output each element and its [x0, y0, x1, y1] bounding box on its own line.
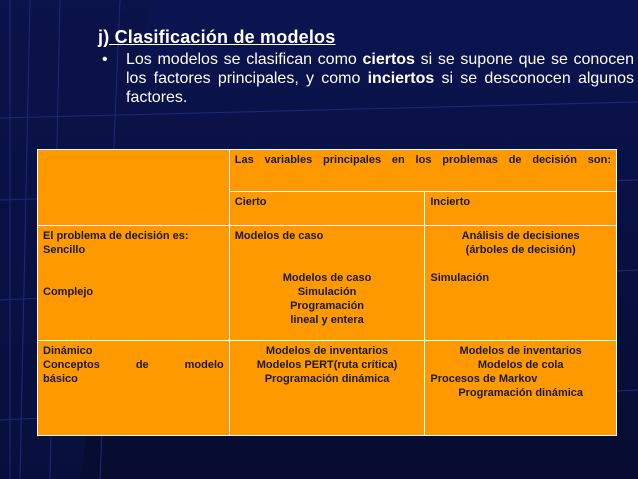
problem-label: El problema de decisión es:: [43, 230, 189, 242]
cierto-dinamico-line: Programación dinámica: [264, 373, 390, 385]
cierto-complejo-line: lineal y entera: [290, 314, 364, 326]
incierto-dinamico-line: Modelos de inventarios: [459, 345, 582, 357]
basico-label: básico: [43, 373, 78, 385]
table-row-dinamico: [38, 341, 617, 436]
problem-label-cell: [38, 226, 230, 341]
incierto-sencillo-line: Análisis de decisiones: [461, 230, 580, 242]
incierto-dinamico-line: Programación dinámica: [458, 387, 584, 399]
conceptos-word: modelo: [184, 359, 224, 371]
cierto-problem-cell: [229, 226, 425, 341]
bullet-part2: si se supone que se conocen los factores principales, y como: [126, 51, 635, 87]
bullet-part1: Los modelos se clasifican como: [126, 51, 363, 68]
cierto-complejo-line: Simulación: [297, 286, 357, 298]
cierto-sencillo-text: Modelos de caso: [234, 230, 324, 242]
slide-title: j) Clasificación de modelos: [98, 27, 336, 47]
cierto-dinamico-line: Modelos PERT(ruta crítica): [256, 359, 398, 371]
conceptos-word: Conceptos: [43, 359, 100, 371]
incierto-problem-cell: [425, 226, 617, 341]
bullet-point: [102, 50, 634, 107]
table-row-problem: [38, 226, 617, 341]
conceptos-line: [43, 358, 224, 372]
bullet-bold-ciertos: ciertos: [362, 51, 415, 68]
classification-table: [37, 149, 617, 436]
conceptos-word: de: [135, 359, 149, 371]
incierto-dinamico-line: Procesos de Markov: [430, 373, 538, 385]
dinamico-label: Dinámico: [43, 345, 93, 357]
bullet-part3: si se desconocen algunos factores.: [126, 70, 634, 106]
bullet-icon: •: [102, 51, 108, 68]
cierto-complejo-line: Modelos de caso: [282, 272, 372, 284]
bullet-bold-inciertos: inciertos: [367, 70, 435, 87]
empty-corner-cell: [38, 150, 230, 226]
complejo-label: Complejo: [43, 286, 94, 298]
incierto-dinamico-line: Modelos de cola: [477, 359, 564, 371]
cierto-complejo-line: Programación: [290, 300, 365, 312]
incierto-dinamico-cell: [425, 341, 617, 436]
header-variables-cell: Las variables principales en los problemas de decisión son:: [229, 150, 616, 192]
incierto-complejo-text: Simulación: [430, 272, 490, 284]
header-incierto-cell: Incierto: [425, 192, 617, 226]
header-cierto-cell: Cierto: [229, 192, 425, 226]
bullet-text: [126, 50, 634, 107]
sencillo-label: Sencillo: [43, 244, 86, 256]
incierto-sencillo-line: (árboles de decisión): [465, 244, 576, 256]
table-header-row: [38, 150, 617, 192]
cierto-dinamico-line: Modelos de inventarios: [265, 345, 389, 357]
dinamico-label-cell: [38, 341, 230, 436]
cierto-dinamico-cell: [229, 341, 425, 436]
